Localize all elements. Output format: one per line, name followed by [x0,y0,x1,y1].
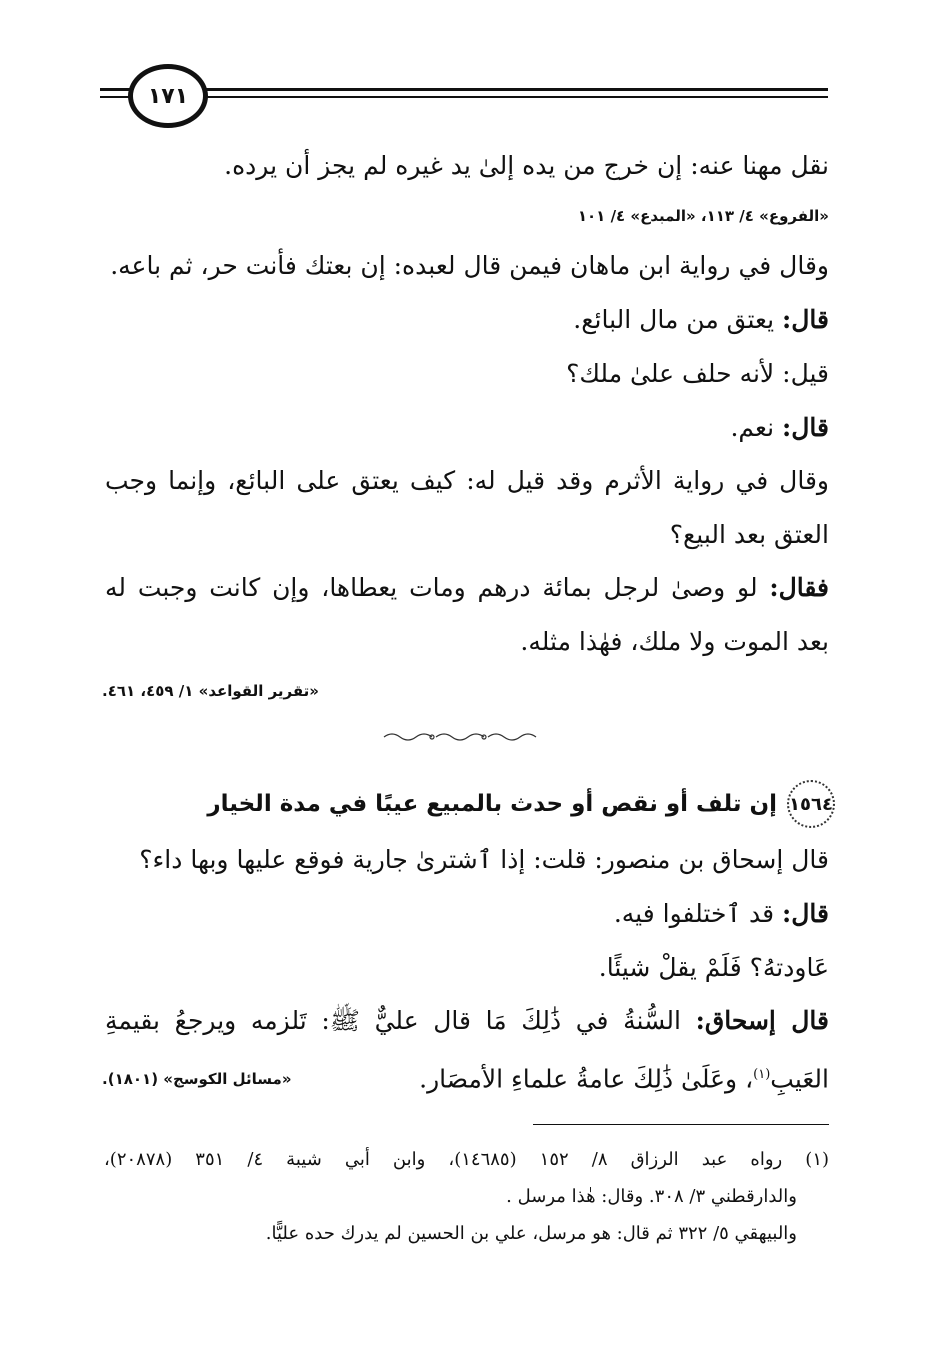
speaker-label: قال إسحاق: [695,1006,829,1035]
paragraph-line: نقل مهنا عنه: إن خرج من يده إلىٰ يد غيره لم يجز أن يرده. [224,151,829,180]
page-number: ١٧١ [128,64,208,128]
speaker-label: قال: [782,305,829,334]
speaker-label: قال: [782,413,829,442]
issue-number-badge: ١٥٦٤ [787,780,835,828]
paragraph-line: العتق بعد البيع؟ [669,520,829,549]
speaker-label: فقال: [769,573,829,602]
paragraph-line: بعد الموت ولا ملك، فهٰذا مثله. [520,627,829,656]
page-header [100,64,828,128]
header-rule [100,88,828,91]
source-citation: «تقرير القواعد» ١/ ٤٥٩، ٤٦١. [102,682,319,700]
answer-text: لو وصىٰ لرجل بمائة درهم ومات يعطاها، وإن كانت وجبت له [105,573,758,602]
paragraph-line: وقال في رواية الأثرم وقد قيل له: كيف يعتق على البائع، وإنما وجب [105,466,829,495]
qa-line [105,1003,829,1039]
ornament-divider [380,730,540,744]
footnote-line: والبيهقي ٥/ ٣٢٢ ثم قال: هو مرسل، علي بن الحسين لم يدرك حده عليًّا. [265,1223,797,1244]
section-heading [207,780,835,828]
paragraph-line: قال إسحاق بن منصور: قلت: إذا ٱشترىٰ جارية فوقع عليها وبها داء؟ [139,845,829,874]
footnote-line: والدارقطني ٣/ ٣٠٨. وقال: هٰذا مرسل . [506,1186,797,1207]
section-title: إن تلف أو نقص أو حدث بالمبيع عيبًا في مدة الخيار [207,791,777,817]
qa-line [614,896,829,932]
paragraph-line [419,1057,829,1097]
question-text: لأنه حلف علىٰ ملك؟ [566,359,775,388]
answer-text: السُّنةُ في ذَٰلِكَ مَا قال عليٌّ ﷺ: تَلزمه ويرجعُ بقيمةِ [105,1006,681,1035]
header-rule-thin [100,96,828,98]
qa-line [573,302,829,338]
paragraph-line: وقال في رواية ابن ماهان فيمن قال لعبده: إن بعتك فأنت حر، ثم باعه. [110,251,829,280]
speaker-label: قال: [782,899,829,928]
qa-line [105,570,829,606]
footnote-separator [533,1124,829,1125]
word: العَيبِ [770,1064,829,1094]
footnote-ref: (١) [753,1067,771,1082]
source-citation: «مسائل الكوسج» (١٨٠١). [102,1070,292,1088]
answer-text: يعتق من مال البائع. [573,305,775,334]
source-citation: «الفروع» ٤/ ١١٣، «المبدع» ٤/ ١٠١ [577,207,829,225]
qa-line [566,356,829,392]
speaker-label: قيل: [782,359,829,388]
answer-text: نعم. [730,413,775,442]
paragraph-text: ، وعَلَىٰ ذَٰلِكَ عامةُ علماءِ الأمصَار. [419,1064,754,1094]
answer-text: قد ٱختلفوا فيه. [613,899,775,928]
paragraph-line: عَاودتهُ؟ فَلَمْ يقلْ شيئًا. [598,953,829,982]
qa-line [730,410,829,446]
footnote-line: (١) رواه عبد الرزاق ٨/ ١٥٢ (١٤٦٨٥)، وابن أبي شيبة ٤/ ٣٥١ (٢٠٨٧٨)، [104,1149,830,1170]
